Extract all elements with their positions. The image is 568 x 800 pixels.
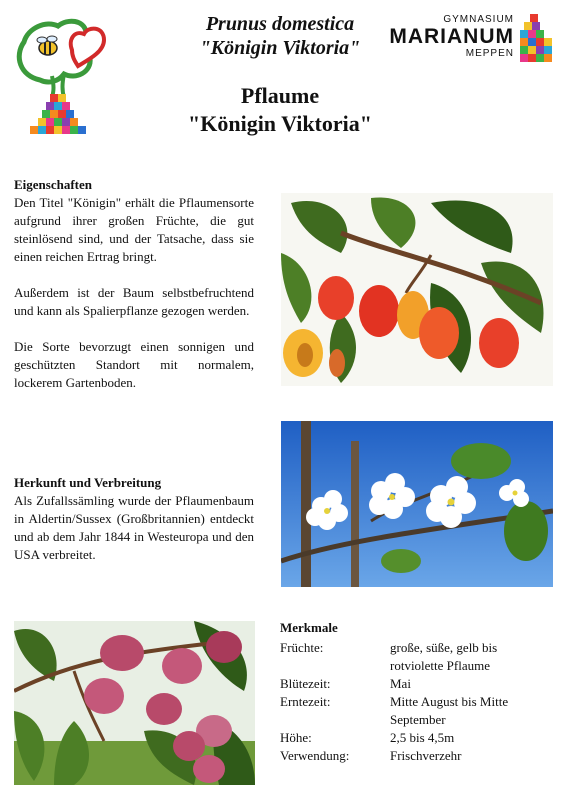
merkmale-row-bluetezeit bbox=[280, 675, 550, 693]
merkmale-row-erntezeit bbox=[280, 693, 550, 729]
eigenschaften-paragraph-2: Außerdem ist der Baum selbstbefruchtend und kann als Spalierpflanze gezogen werden. bbox=[14, 285, 254, 318]
german-title bbox=[140, 82, 420, 138]
merkmale-row-fruechte bbox=[280, 639, 550, 675]
herkunft-paragraph: Als Zufallssämling wurde der Pflaumenbaum in Aldertin/Sussex (Großbritannien) entdeckt und ab dem Jahr 1844 in Westeuropa und den USA verbreitet. bbox=[14, 493, 254, 562]
latin-title-line1: Prunus domestica bbox=[205, 13, 355, 35]
eigenschaften-paragraph-1: Den Titel "Königin" erhält die Pflaumensorte aufgrund ihrer großen Früchte, die gut steinlösend sind, und der Tatsache, dass sie einen reichen Ertrag bringt. bbox=[14, 195, 254, 264]
plum-blossom-photo bbox=[281, 421, 553, 587]
eigenschaften-paragraph-3: Die Sorte bevorzugt einen sonnigen und geschützten Standort mit normalem, lockerem Gartenboden. bbox=[14, 339, 254, 390]
ripe-plum-tree-photo bbox=[14, 621, 255, 785]
eigenschaften-section bbox=[14, 176, 254, 392]
merkmale-row-verwendung bbox=[280, 747, 550, 765]
merkmale-section bbox=[280, 619, 550, 765]
merkmale-value: Mitte August bis Mitte September bbox=[390, 694, 509, 727]
merkmale-value: große, süße, gelb bis rotviolette Pflaume bbox=[390, 640, 498, 673]
merkmale-value: Frischverzehr bbox=[390, 748, 462, 763]
german-title-line2: "Königin Viktoria" bbox=[188, 111, 372, 136]
school-name: MARIANUM bbox=[389, 25, 514, 48]
tree-logo bbox=[12, 10, 122, 145]
latin-title bbox=[140, 12, 420, 60]
merkmale-label: Erntezeit: bbox=[280, 694, 331, 709]
merkmale-label: Höhe: bbox=[280, 730, 312, 745]
herkunft-heading: Herkunft und Verbreitung bbox=[14, 475, 162, 490]
merkmale-row-hoehe bbox=[280, 729, 550, 747]
school-city: MEPPEN bbox=[465, 48, 514, 59]
merkmale-label: Blütezeit: bbox=[280, 676, 331, 691]
latin-title-line2: "Königin Viktoria" bbox=[199, 37, 361, 59]
merkmale-heading: Merkmale bbox=[280, 620, 338, 635]
german-title-line1: Pflaume bbox=[240, 83, 320, 108]
eigenschaften-heading: Eigenschaften bbox=[14, 177, 92, 192]
school-tower-icon bbox=[518, 14, 554, 68]
herkunft-section bbox=[14, 474, 254, 564]
plum-fruit-photo bbox=[281, 193, 553, 386]
merkmale-label: Verwendung: bbox=[280, 748, 350, 763]
merkmale-value: 2,5 bis 4,5m bbox=[390, 730, 455, 745]
school-logo bbox=[384, 14, 554, 70]
merkmale-label: Früchte: bbox=[280, 640, 324, 655]
school-top-label: GYMNASIUM bbox=[443, 14, 514, 25]
merkmale-value: Mai bbox=[390, 676, 411, 691]
